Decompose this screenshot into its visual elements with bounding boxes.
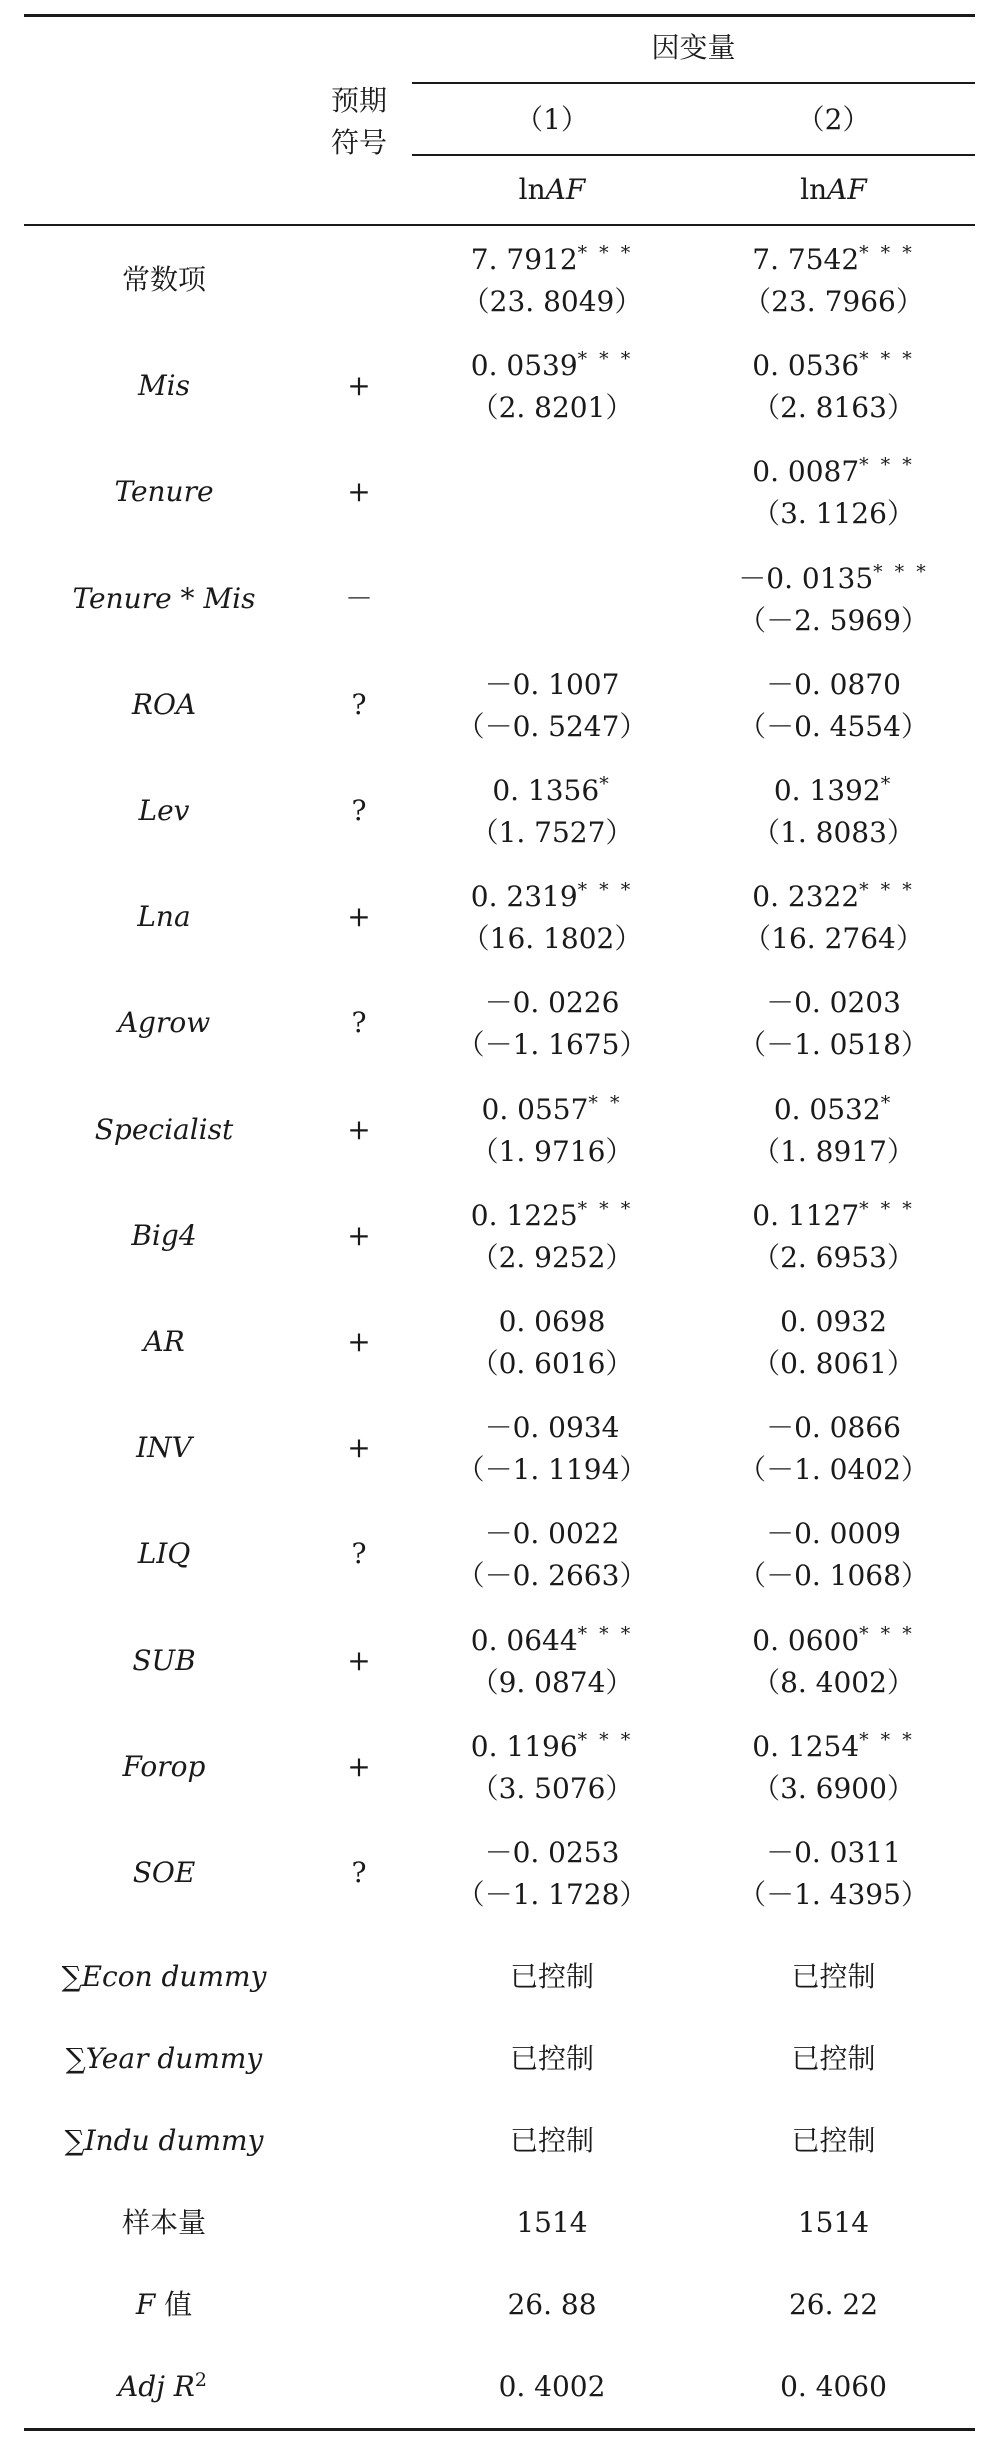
control-status: 已控制 (791, 1960, 876, 1994)
col1-t-statistic (412, 1132, 692, 1172)
col2-coefficient (692, 346, 975, 389)
col1-t-statistic (412, 813, 692, 853)
row-variable (24, 1428, 304, 1468)
control-variable (24, 2039, 304, 2079)
variable-name: Specialist (94, 1112, 234, 1146)
significance-stars: * * * (577, 348, 634, 371)
coefficient-value: 0. 1392 (773, 774, 881, 807)
t-statistic-value: （－1. 4395） (738, 1878, 929, 1911)
col2-dep-var (692, 170, 975, 210)
significance-stars: * * * (859, 454, 915, 477)
stat-name-suffix: 值 (155, 2288, 193, 2322)
control-status: 已控制 (791, 2124, 876, 2158)
coefficient-value: －0. 1007 (484, 667, 620, 701)
col1-coefficient (412, 1727, 692, 1770)
t-statistic-value: （8. 4002） (752, 1665, 915, 1699)
coefficient-value: 0. 2322 (752, 880, 860, 914)
control-name: Year dummy (85, 2042, 263, 2076)
col1-coefficient (412, 1090, 692, 1133)
t-statistic-value: （3. 6900） (752, 1771, 915, 1805)
variable-name: Tenure * Mis (72, 581, 256, 615)
coefficient-value: －0. 0226 (484, 986, 620, 1020)
row-expected-sign (304, 897, 414, 937)
sigma-symbol: ∑ (64, 2124, 85, 2158)
variable-name: SUB (132, 1643, 196, 1677)
row-expected-sign (304, 1216, 414, 1256)
t-statistic-value: （1. 7527） (470, 816, 634, 849)
t-statistic-value: （1. 8083） (752, 816, 915, 849)
t-statistic-value: （23. 8049） (461, 285, 643, 318)
row-variable (24, 1216, 304, 1256)
control-status: 已控制 (509, 1960, 594, 1994)
col2-control-status (692, 2121, 975, 2161)
variable-name: Big4 (131, 1218, 197, 1252)
coefficient-value: 0. 0557 (481, 1092, 589, 1126)
expected-sign: + (347, 1749, 371, 1783)
col2-coefficient (692, 983, 975, 1023)
col1-coefficient (412, 1833, 692, 1873)
col1-t-statistic (412, 1875, 692, 1915)
sigma-symbol: ∑ (61, 1960, 82, 1994)
expected-sign: + (347, 1643, 371, 1677)
stat-label (24, 2285, 304, 2325)
stat-value: 26. 22 (788, 2288, 879, 2322)
col2-coefficient (692, 1833, 975, 1873)
col2-t-statistic (692, 1450, 975, 1490)
t-statistic-value: （－1. 0518） (738, 1028, 929, 1062)
col1-t-statistic (412, 707, 692, 747)
row-variable (24, 1853, 304, 1893)
row-expected-sign (304, 1110, 414, 1150)
coefficient-value: 0. 0539 (470, 349, 578, 383)
col2-coefficient (692, 452, 975, 495)
row-expected-sign (304, 1428, 414, 1468)
col1-control-status (412, 2121, 692, 2161)
variable-name: Tenure (114, 475, 214, 509)
col2-coefficient (692, 559, 975, 602)
col1-stat-value (412, 2285, 692, 2325)
coefficient-value: －0. 0009 (766, 1517, 901, 1551)
col2-t-statistic (692, 1663, 975, 1703)
coefficient-value: －0. 0870 (766, 667, 901, 701)
coefficient-value: 0. 0698 (498, 1305, 606, 1338)
row-variable (24, 1641, 304, 1681)
expected-sign: + (347, 1218, 371, 1252)
col1-coefficient (412, 771, 692, 814)
significance-stars: * (880, 773, 894, 795)
t-statistic-value: （－0. 2663） (456, 1559, 648, 1593)
row-variable (24, 260, 304, 300)
t-statistic-value: （2. 8163） (752, 391, 915, 425)
row-expected-sign (304, 685, 414, 725)
col2-t-statistic (692, 707, 975, 747)
t-statistic-value: （2. 8201） (470, 391, 634, 425)
control-variable (24, 2121, 304, 2161)
expected-sign: + (347, 475, 371, 509)
significance-stars: * * * (577, 1622, 634, 1645)
expected-sign: + (347, 1112, 371, 1146)
sigma-symbol: ∑ (65, 2042, 86, 2076)
expected-sign: + (347, 1431, 371, 1465)
stat-value: 0. 4002 (498, 2370, 606, 2404)
col2-t-statistic (692, 1132, 975, 1172)
t-statistic-value: （－1. 1675） (456, 1028, 648, 1062)
row-expected-sign (304, 1322, 414, 1362)
t-statistic-value: （－0. 4554） (738, 709, 929, 743)
row-expected-sign (304, 1747, 414, 1787)
t-statistic-value: （2. 9252） (470, 1240, 634, 1274)
col1-control-status (412, 2039, 692, 2079)
significance-stars: * * * (859, 1728, 915, 1751)
dep-var-subrule (412, 82, 975, 84)
t-statistic-value: （－1. 1728） (456, 1878, 648, 1911)
significance-stars: * * * (859, 1197, 915, 1220)
expected-sign: ? (351, 687, 367, 721)
coefficient-value: －0. 0311 (766, 1836, 901, 1869)
coefficient-value: －0. 0135 (738, 561, 874, 595)
header-bottom-rule (24, 224, 975, 226)
coefficient-value: 0. 1196 (470, 1729, 578, 1763)
row-expected-sign (304, 1534, 414, 1574)
t-statistic-value: （－1. 0402） (738, 1453, 929, 1487)
t-statistic-value: （16. 1802） (461, 922, 643, 956)
expected-sign: + (347, 1325, 371, 1358)
row-expected-sign (304, 1853, 414, 1893)
col1-header: （1） (515, 103, 589, 136)
coefficient-value: 0. 1127 (752, 1198, 860, 1232)
col1-t-statistic (412, 1025, 692, 1065)
stat-label (24, 2203, 304, 2243)
col2-t-statistic (692, 1769, 975, 1809)
t-statistic-value: （0. 8061） (752, 1347, 915, 1380)
t-statistic-value: （1. 8917） (752, 1134, 915, 1168)
t-statistic-value: （－2. 5969） (738, 603, 929, 637)
stat-superscript: 2 (194, 2369, 210, 2392)
control-status: 已控制 (509, 2042, 594, 2076)
variable-name: Agrow (117, 1006, 211, 1040)
stat-value: 1514 (797, 2206, 870, 2240)
dep-var-title: 因变量 (651, 31, 736, 64)
coefficient-value: －0. 0866 (766, 1411, 901, 1445)
stat-value: 1514 (516, 2206, 588, 2240)
col1-coefficient (412, 240, 692, 283)
t-statistic-value: （1. 9716） (470, 1134, 634, 1168)
t-statistic-value: （3. 5076） (470, 1771, 634, 1805)
dep-var-name: AF (545, 173, 586, 206)
significance-stars: * * * (577, 1197, 634, 1220)
col2-header: （2） (796, 103, 871, 136)
expected-sign: ? (351, 1856, 367, 1889)
t-statistic-value: （2. 6953） (752, 1240, 915, 1274)
col2-t-statistic (692, 388, 975, 428)
col2-coefficient (692, 771, 975, 814)
variable-name: Mis (138, 369, 190, 403)
variable-name: ROA (131, 687, 197, 721)
row-variable (24, 1110, 304, 1150)
column-subrule (412, 154, 975, 156)
col2-stat-value (692, 2285, 975, 2325)
col1-coefficient (412, 1302, 692, 1342)
variable-name: AR (143, 1325, 185, 1358)
row-variable (24, 791, 304, 831)
row-expected-sign (304, 366, 414, 406)
col2-t-statistic (692, 919, 975, 959)
control-status: 已控制 (509, 2124, 594, 2158)
col1-dep-var (412, 170, 692, 210)
coefficient-value: 0. 0532 (773, 1092, 881, 1126)
stat-name: 样本量 (121, 2206, 206, 2240)
dep-var-prefix: ln (800, 173, 828, 206)
coefficient-value: 0. 2319 (470, 880, 578, 914)
col1-t-statistic (412, 388, 692, 428)
dep-var-name: AF (827, 173, 867, 206)
expected-sign-line2: 符号 (330, 126, 387, 159)
control-status: 已控制 (791, 2042, 876, 2076)
coefficient-value: 0. 1356 (492, 774, 600, 807)
col2-t-statistic (692, 1344, 975, 1384)
significance-stars: * * * (859, 348, 915, 371)
row-variable (24, 472, 304, 512)
t-statistic-value: （－1. 1194） (456, 1453, 648, 1487)
dep-var-prefix: ln (518, 173, 546, 206)
col2-t-statistic (692, 601, 975, 641)
col2-coefficient (692, 1196, 975, 1239)
coefficient-value: 0. 1254 (752, 1729, 860, 1763)
col2-coefficient (692, 1090, 975, 1133)
coefficient-value: －0. 0934 (484, 1411, 620, 1445)
coefficient-value: 0. 0600 (752, 1623, 860, 1657)
row-variable (24, 1003, 304, 1043)
coefficient-value: －0. 0203 (766, 986, 901, 1020)
col2-coefficient (692, 240, 975, 283)
col2-coefficient (692, 665, 975, 705)
expected-sign-line1: 预期 (330, 84, 387, 117)
expected-sign: + (347, 900, 371, 934)
significance-stars: * * (588, 1091, 623, 1114)
significance-stars: * * * (577, 242, 634, 264)
row-variable (24, 1747, 304, 1787)
col1-t-statistic (412, 1344, 692, 1384)
t-statistic-value: （3. 1126） (752, 497, 915, 531)
significance-stars: * (880, 1091, 894, 1114)
expected-sign: ? (351, 794, 367, 827)
t-statistic-value: （9. 0874） (470, 1665, 634, 1699)
expected-sign: ? (351, 1537, 367, 1571)
expected-sign: － (344, 581, 373, 615)
coefficient-value: 0. 0644 (470, 1623, 578, 1657)
col2-stat-value (692, 2367, 975, 2407)
col1-t-statistic (412, 1663, 692, 1703)
expected-sign: ? (351, 1006, 367, 1040)
col1-t-statistic (412, 282, 692, 322)
significance-stars: * * * (577, 1728, 634, 1751)
coefficient-value: 0. 0536 (752, 349, 860, 383)
col2-t-statistic (692, 1556, 975, 1596)
row-variable (24, 1534, 304, 1574)
coefficient-value: 0. 0087 (752, 455, 860, 489)
row-variable (24, 366, 304, 406)
control-name: Econ dummy (81, 1960, 267, 1994)
col1-coefficient (412, 1621, 692, 1664)
table-bottom-rule (24, 2428, 975, 2431)
stat-value: 26. 88 (507, 2288, 597, 2322)
col1-t-statistic (412, 1238, 692, 1278)
row-variable (24, 1322, 304, 1362)
significance-stars: * * * (859, 1622, 915, 1645)
col1-stat-value (412, 2203, 692, 2243)
col1-coefficient (412, 877, 692, 920)
col2-coefficient (692, 1514, 975, 1554)
t-statistic-value: （16. 2764） (743, 922, 924, 956)
stat-label (24, 2367, 304, 2410)
row-expected-sign (304, 579, 414, 619)
coefficient-value: 7. 7542 (752, 243, 860, 276)
col2-control-status (692, 1957, 975, 1997)
control-variable (24, 1957, 304, 1997)
col2-control-status (692, 2039, 975, 2079)
col1-t-statistic (412, 919, 692, 959)
row-expected-sign (304, 1003, 414, 1043)
expected-sign-header (304, 80, 414, 164)
col1-coefficient (412, 1408, 692, 1448)
row-variable (24, 685, 304, 725)
col1-coefficient (412, 1196, 692, 1239)
stat-name-italic: F (135, 2288, 156, 2322)
coefficient-value: －0. 0022 (484, 1517, 620, 1551)
t-statistic-value: （0. 6016） (470, 1347, 634, 1380)
significance-stars: * (599, 773, 612, 795)
col1-control-status (412, 1957, 692, 1997)
col2-coefficient (692, 1408, 975, 1448)
coefficient-value: －0. 0253 (484, 1836, 620, 1869)
row-expected-sign (304, 472, 414, 512)
row-expected-sign (304, 1641, 414, 1681)
stat-value: 0. 4060 (780, 2370, 887, 2404)
coefficient-value: 7. 7912 (470, 243, 578, 276)
t-statistic-value: （23. 7966） (743, 285, 924, 318)
col2-t-statistic (692, 1025, 975, 1065)
t-statistic-value: （－0. 1068） (738, 1559, 929, 1593)
variable-name: Forop (122, 1749, 206, 1783)
col1-coefficient (412, 1514, 692, 1554)
variable-name: INV (136, 1431, 192, 1465)
table-top-rule (24, 14, 975, 17)
significance-stars: * * * (859, 879, 915, 902)
col1-coefficient (412, 665, 692, 705)
col2-t-statistic (692, 813, 975, 853)
col2-t-statistic (692, 1875, 975, 1915)
coefficient-value: 0. 0932 (780, 1305, 887, 1338)
variable-name: SOE (132, 1856, 196, 1889)
col2-stat-value (692, 2203, 975, 2243)
col1-t-statistic (412, 1769, 692, 1809)
col2-t-statistic (692, 282, 975, 322)
col2-coefficient (692, 1727, 975, 1770)
variable-name: Lna (137, 900, 191, 934)
significance-stars: * * * (577, 879, 634, 902)
col1-t-statistic (412, 1556, 692, 1596)
col2-t-statistic (692, 1238, 975, 1278)
col1-t-statistic (412, 1450, 692, 1490)
col1-coefficient (412, 346, 692, 389)
variable-name: 常数项 (121, 263, 206, 296)
variable-name: Lev (138, 794, 190, 827)
row-variable (24, 579, 304, 619)
significance-stars: * * * (859, 242, 915, 264)
coefficient-value: 0. 1225 (470, 1198, 578, 1232)
col2-coefficient (692, 1621, 975, 1664)
row-variable (24, 897, 304, 937)
significance-stars: * * * (873, 560, 929, 583)
control-name: Indu dummy (84, 2124, 264, 2158)
variable-name: LIQ (137, 1537, 191, 1571)
stat-name-italic: Adj R (118, 2370, 195, 2404)
t-statistic-value: （－0. 5247） (456, 709, 648, 743)
expected-sign: + (347, 369, 371, 403)
col2-coefficient (692, 1302, 975, 1342)
row-expected-sign (304, 791, 414, 831)
col1-stat-value (412, 2367, 692, 2407)
col2-coefficient (692, 877, 975, 920)
col1-coefficient (412, 983, 692, 1023)
col2-t-statistic (692, 494, 975, 534)
